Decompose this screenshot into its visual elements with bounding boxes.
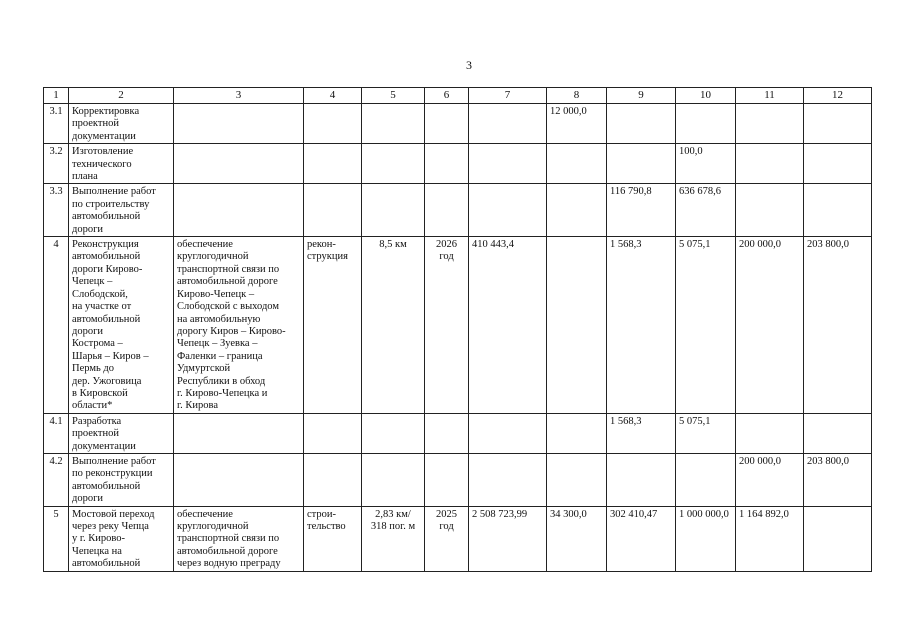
- column-number-row: [44, 88, 872, 104]
- column-number: 4: [304, 88, 362, 104]
- work-type: строи- тельство: [304, 506, 362, 571]
- column-number: 1: [44, 88, 69, 104]
- col-12-value: [804, 144, 872, 184]
- col-12-value: [804, 184, 872, 237]
- row-number: 3.3: [44, 184, 69, 237]
- col-10-value: [676, 104, 736, 144]
- work-type: [304, 144, 362, 184]
- col-9-value: [607, 104, 676, 144]
- col-9-value: 302 410,47: [607, 506, 676, 571]
- work-type: [304, 184, 362, 237]
- column-number: 5: [362, 88, 425, 104]
- col-7-value: 410 443,4: [469, 237, 547, 414]
- capacity: [362, 104, 425, 144]
- col-8-value: 12 000,0: [547, 104, 607, 144]
- work-type: [304, 453, 362, 506]
- col-12-value: [804, 506, 872, 571]
- item-name: Реконструкция автомобильной дороги Кирово- Чепецк – Слободской, на участке от автомобильной дороги Кострома – Шарья – Киров – Пермь до дер. Ужоговица в Кировской области*: [69, 237, 174, 414]
- completion-year: 2026 год: [425, 237, 469, 414]
- col-10-value: [676, 453, 736, 506]
- col-10-value: 1 000 000,0: [676, 506, 736, 571]
- col-8-value: [547, 237, 607, 414]
- col-11-value: [736, 104, 804, 144]
- capacity: 8,5 км: [362, 237, 425, 414]
- project-table: [43, 87, 872, 572]
- item-purpose: [174, 184, 304, 237]
- row-number: 4: [44, 237, 69, 414]
- col-9-value: 116 790,8: [607, 184, 676, 237]
- row-number: 3.2: [44, 144, 69, 184]
- col-7-value: 2 508 723,99: [469, 506, 547, 571]
- column-number: 2: [69, 88, 174, 104]
- col-8-value: [547, 453, 607, 506]
- table-row: [44, 184, 872, 237]
- col-9-value: [607, 453, 676, 506]
- col-11-value: 200 000,0: [736, 453, 804, 506]
- col-9-value: 1 568,3: [607, 237, 676, 414]
- column-number: 3: [174, 88, 304, 104]
- table-row: [44, 506, 872, 571]
- col-12-value: 203 800,0: [804, 237, 872, 414]
- capacity: [362, 144, 425, 184]
- col-7-value: [469, 104, 547, 144]
- completion-year: [425, 413, 469, 453]
- item-purpose: [174, 413, 304, 453]
- col-8-value: 34 300,0: [547, 506, 607, 571]
- col-8-value: [547, 144, 607, 184]
- item-purpose: обеспечение круглогодичной транспортной связи по автомобильной дороге через водную преграду: [174, 506, 304, 571]
- col-7-value: [469, 413, 547, 453]
- table-row: [44, 237, 872, 414]
- table-row: [44, 413, 872, 453]
- item-purpose: [174, 104, 304, 144]
- col-9-value: [607, 144, 676, 184]
- col-10-value: 100,0: [676, 144, 736, 184]
- capacity: [362, 184, 425, 237]
- item-name: Корректировка проектной документации: [69, 104, 174, 144]
- col-11-value: [736, 144, 804, 184]
- col-11-value: [736, 413, 804, 453]
- item-name: Изготовление технического плана: [69, 144, 174, 184]
- col-7-value: [469, 453, 547, 506]
- table-row: [44, 104, 872, 144]
- col-10-value: 5 075,1: [676, 413, 736, 453]
- column-number: 11: [736, 88, 804, 104]
- table-row: [44, 453, 872, 506]
- column-number: 10: [676, 88, 736, 104]
- col-9-value: 1 568,3: [607, 413, 676, 453]
- work-type: [304, 413, 362, 453]
- col-7-value: [469, 144, 547, 184]
- capacity: [362, 453, 425, 506]
- col-12-value: [804, 104, 872, 144]
- column-number: 12: [804, 88, 872, 104]
- capacity: [362, 413, 425, 453]
- col-7-value: [469, 184, 547, 237]
- completion-year: 2025 год: [425, 506, 469, 571]
- item-name: Выполнение работ по реконструкции автомобильной дороги: [69, 453, 174, 506]
- completion-year: [425, 184, 469, 237]
- page-number: 3: [466, 58, 472, 72]
- completion-year: [425, 144, 469, 184]
- col-8-value: [547, 413, 607, 453]
- row-number: 3.1: [44, 104, 69, 144]
- item-purpose: [174, 144, 304, 184]
- capacity: 2,83 км/ 318 пог. м: [362, 506, 425, 571]
- work-type: [304, 104, 362, 144]
- item-name: Выполнение работ по строительству автомобильной дороги: [69, 184, 174, 237]
- item-purpose: обеспечение круглогодичной транспортной связи по автомобильной дороге Кирово-Чепецк – Слободской с выходом на автомобильную дорогу Киров – Кирово- Чепецк – Зуевка – Фаленки – граница Удмуртской Республики в обход г. Кирово-Чепецка и г. Кирова: [174, 237, 304, 414]
- col-10-value: 5 075,1: [676, 237, 736, 414]
- col-11-value: [736, 184, 804, 237]
- completion-year: [425, 453, 469, 506]
- col-12-value: 203 800,0: [804, 453, 872, 506]
- column-number: 9: [607, 88, 676, 104]
- item-purpose: [174, 453, 304, 506]
- row-number: 4.1: [44, 413, 69, 453]
- col-11-value: 1 164 892,0: [736, 506, 804, 571]
- col-12-value: [804, 413, 872, 453]
- col-11-value: 200 000,0: [736, 237, 804, 414]
- completion-year: [425, 104, 469, 144]
- row-number: 5: [44, 506, 69, 571]
- item-name: Разработка проектной документации: [69, 413, 174, 453]
- item-name: Мостовой переход через реку Чепца у г. Кирово- Чепецка на автомобильной: [69, 506, 174, 571]
- col-10-value: 636 678,6: [676, 184, 736, 237]
- column-number: 8: [547, 88, 607, 104]
- table-row: [44, 144, 872, 184]
- work-type: рекон- струкция: [304, 237, 362, 414]
- column-number: 7: [469, 88, 547, 104]
- col-8-value: [547, 184, 607, 237]
- column-number: 6: [425, 88, 469, 104]
- row-number: 4.2: [44, 453, 69, 506]
